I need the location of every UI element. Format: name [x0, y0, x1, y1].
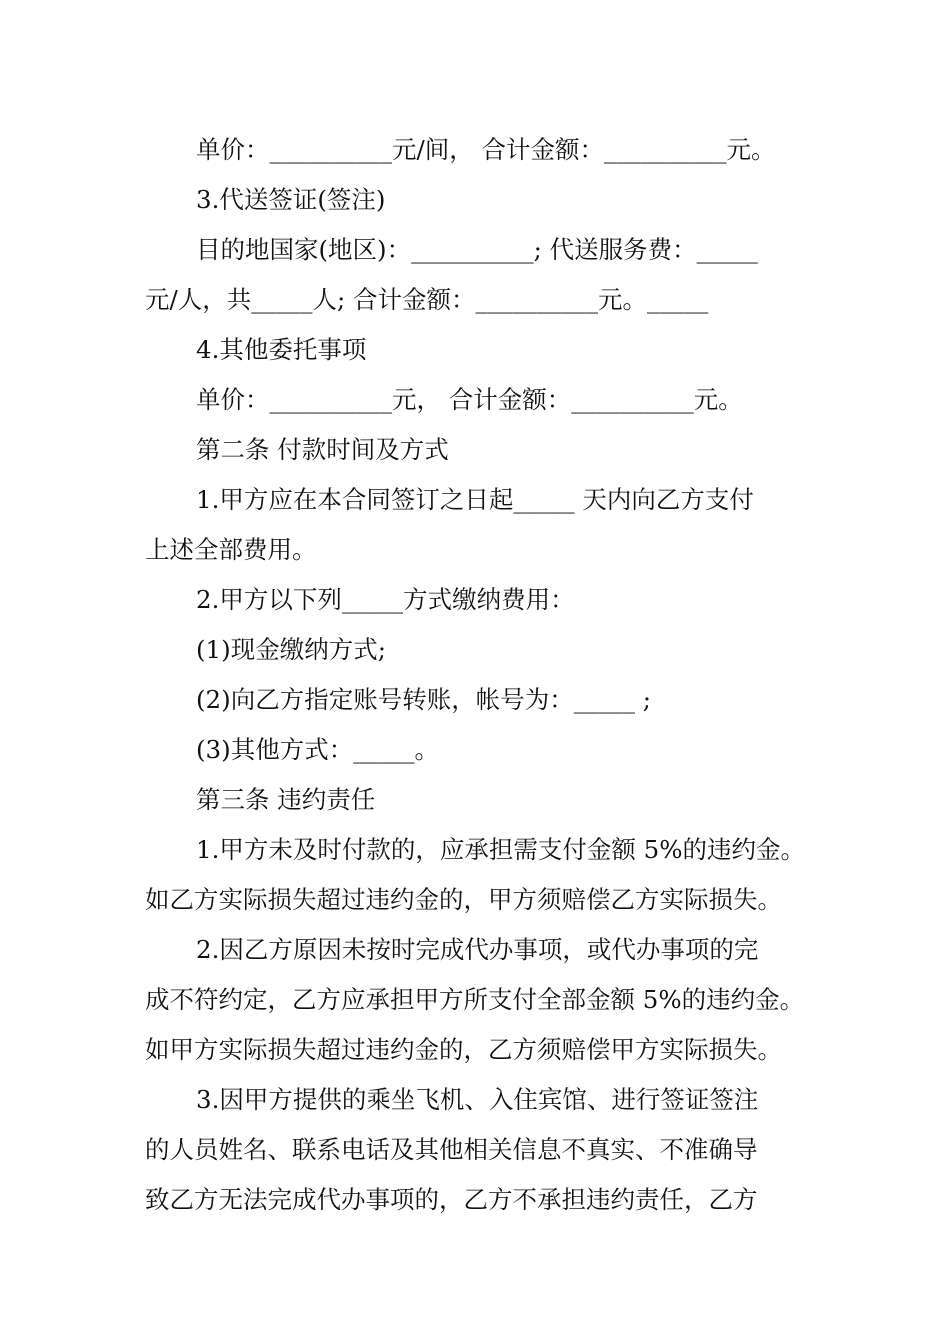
text-line: 2.因乙方原因未按时完成代办事项，或代办事项的完 [196, 935, 759, 964]
text-line: (1)现金缴纳方式; [196, 635, 386, 664]
text-line: 目的地国家(地区)：__________; 代送服务费：_____ [196, 235, 758, 264]
section-heading: 第二条 付款时间及方式 [196, 435, 449, 464]
text-line: 单价：__________元， 合计金额：__________元。 [196, 385, 743, 414]
text-line: 1.甲方应在本合同签订之日起_____ 天内向乙方支付 [196, 485, 754, 514]
text-line: 单价：__________元/间， 合计金额：__________元。 [196, 135, 776, 164]
section-heading: 第三条 违约责任 [196, 785, 376, 814]
text-line: 1.甲方未及时付款的，应承担需支付金额 5%的违约金。 [196, 835, 806, 864]
text-line: 上述全部费用。 [145, 535, 317, 564]
text-line: 致乙方无法完成代办事项的，乙方不承担违约责任，乙方 [145, 1185, 758, 1214]
text-line: 2.甲方以下列_____方式缴纳费用： [196, 585, 575, 614]
text-line: 3.代送签证(签注) [196, 185, 386, 214]
text-line: 4.其他委托事项 [196, 335, 367, 364]
text-line: 如甲方实际损失超过违约金的，乙方须赔偿甲方实际损失。 [145, 1035, 782, 1064]
text-line: (2)向乙方指定账号转账，帐号为：_____ ; [196, 685, 651, 714]
text-line: 3.因甲方提供的乘坐飞机、入住宾馆、进行签证签注 [196, 1085, 759, 1114]
text-line: 成不符约定，乙方应承担甲方所支付全部金额 5%的违约金。 [145, 985, 805, 1014]
text-line: (3)其他方式：_____。 [196, 735, 439, 764]
text-line: 元/人，共_____人; 合计金额：__________元。_____ [145, 285, 709, 314]
text-line: 如乙方实际损失超过违约金的，甲方须赔偿乙方实际损失。 [145, 885, 782, 914]
text-line: 的人员姓名、联系电话及其他相关信息不真实、不准确导 [145, 1135, 758, 1164]
